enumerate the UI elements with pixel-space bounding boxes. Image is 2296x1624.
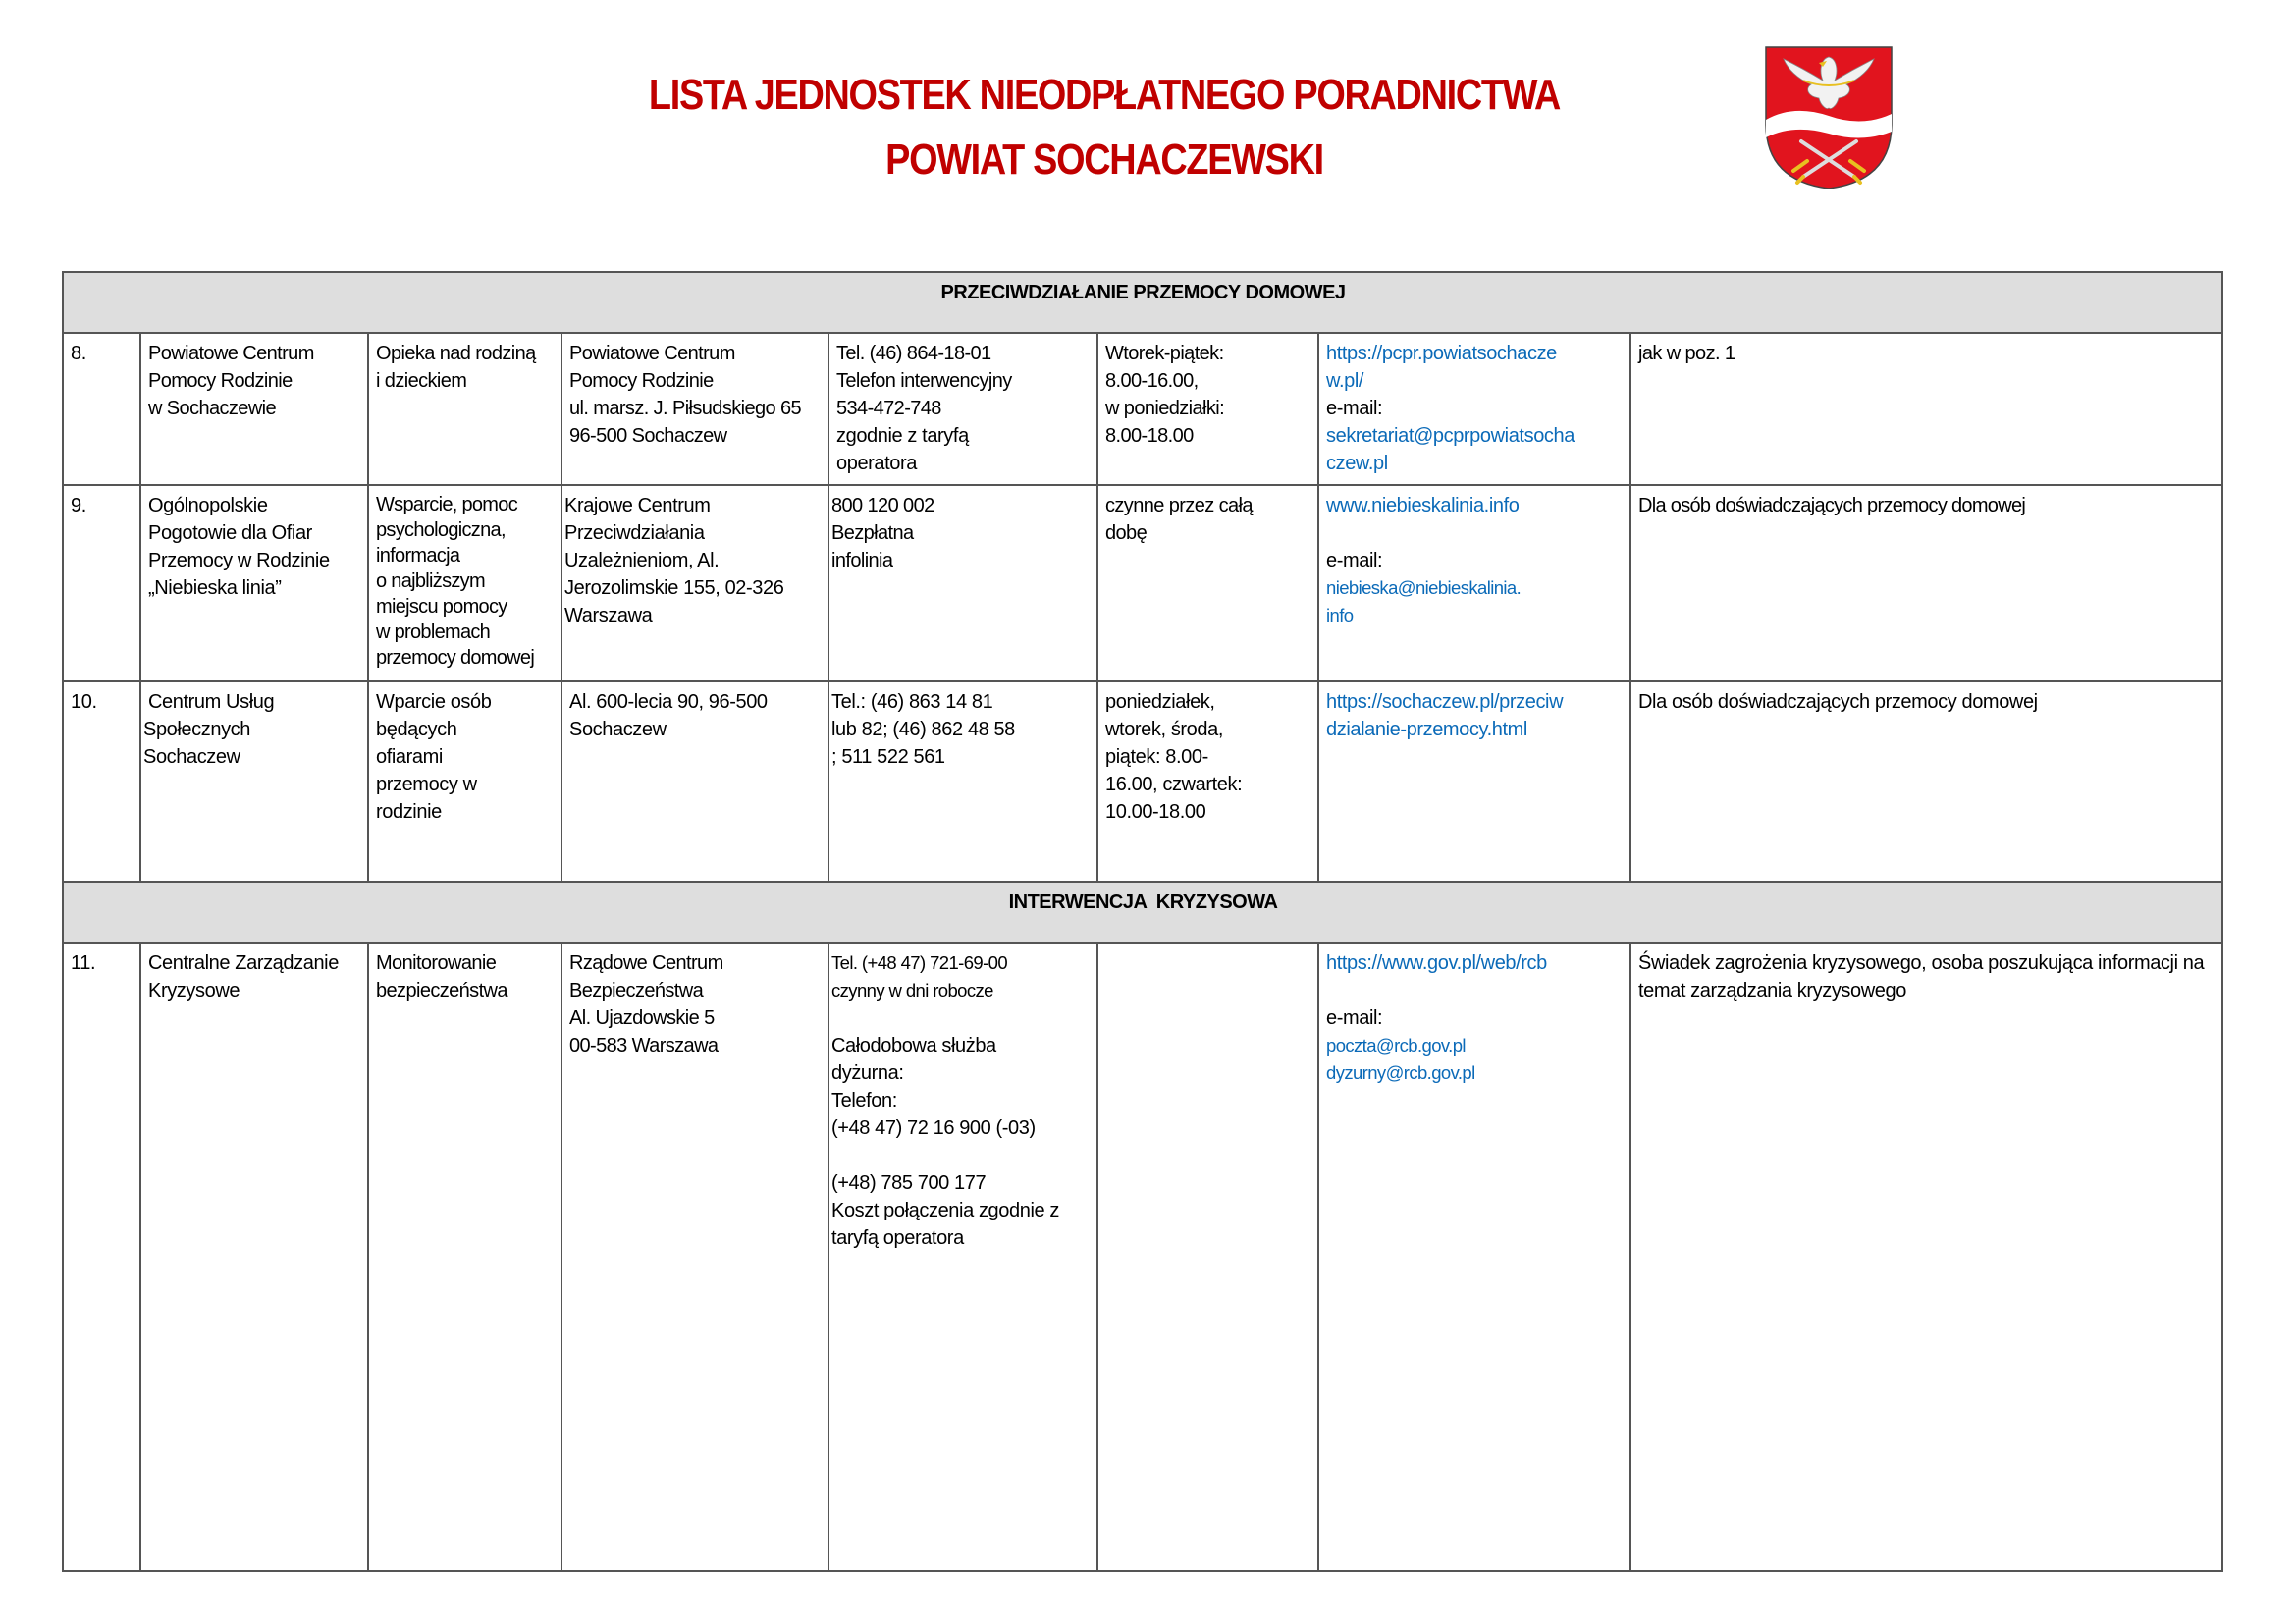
unit-address: Powiatowe Centrum Pomocy Rodzinie ul. marsz. J. Piłsudskiego 65 96-500 Sochaczew xyxy=(561,333,828,485)
unit-name: Centrum Usług Społecznych Sochaczew xyxy=(140,681,368,882)
unit-scope: Wparcie osób będących ofiarami przemocy w rodzinie xyxy=(368,681,561,882)
unit-notes: jak w poz. 1 xyxy=(1630,333,2222,485)
unit-name: Centralne Zarządzanie Kryzysowe xyxy=(140,943,368,1571)
table-row xyxy=(63,333,2222,485)
table-row xyxy=(63,681,2222,882)
row-number: 9. xyxy=(63,485,140,681)
table-row xyxy=(63,943,2222,1571)
unit-phone: Tel. (46) 864-18-01 Telefon interwencyjny 534-472-748 zgodnie z taryfą operatora xyxy=(828,333,1097,485)
unit-notes: Świadek zagrożenia kryzysowego, osoba poszukująca informacji na temat zarządzania kryzysowego xyxy=(1630,943,2222,1571)
section-title: INTERWENCJA KRYZYSOWA xyxy=(63,882,2222,943)
unit-contact-web: https://pcpr.powiatsochacze w.pl/ e-mail: sekretariat@pcprpowiatsocha czew.pl xyxy=(1318,333,1630,485)
row-number: 8. xyxy=(63,333,140,485)
unit-contact-web: www.niebieskalinia.info e-mail: niebieska@niebieskalinia. info xyxy=(1318,485,1630,681)
table-row xyxy=(63,485,2222,681)
unit-name: Ogólnopolskie Pogotowie dla Ofiar Przemocy w Rodzinie „Niebieska linia” xyxy=(140,485,368,681)
email-link[interactable]: niebieska@niebieskalinia. xyxy=(1326,577,1522,598)
unit-name: Powiatowe Centrum Pomocy Rodzinie w Sochaczewie xyxy=(140,333,368,485)
document-title: LISTA JEDNOSTEK NIEODPŁATNEGO PORADNICTWA xyxy=(648,71,1561,119)
unit-address: Rządowe Centrum Bezpieczeństwa Al. Ujazdowskie 5 00-583 Warszawa xyxy=(561,943,828,1571)
website-link[interactable]: https://sochaczew.pl/przeciw xyxy=(1326,691,1564,713)
row-number: 10. xyxy=(63,681,140,882)
row-number: 11. xyxy=(63,943,140,1571)
website-link[interactable]: www.niebieskalinia.info xyxy=(1326,495,1520,516)
unit-hours xyxy=(1097,943,1318,1571)
email-link-cont[interactable]: czew.pl xyxy=(1326,453,1388,474)
section-header-row xyxy=(63,272,2222,333)
email-link-2[interactable]: dyzurny@rcb.gov.pl xyxy=(1326,1062,1475,1083)
unit-notes: Dla osób doświadczających przemocy domowej xyxy=(1630,485,2222,681)
unit-address: Krajowe Centrum Przeciwdziałania Uzależnieniom, Al. Jerozolimskie 155, 02-326 Warszawa xyxy=(561,485,828,681)
unit-contact-web xyxy=(1318,681,1630,882)
section-header-row xyxy=(63,882,2222,943)
unit-address: Al. 600-lecia 90, 96-500 Sochaczew xyxy=(561,681,828,882)
document-subtitle: POWIAT SOCHACZEWSKI xyxy=(885,135,1323,184)
unit-hours: poniedziałek, wtorek, środa, piątek: 8.00- 16.00, czwartek: 10.00-18.00 xyxy=(1097,681,1318,882)
email-link-cont[interactable]: info xyxy=(1326,605,1354,625)
unit-contact-web: https://www.gov.pl/web/rcb e-mail: poczta@rcb.gov.pl dyzurny@rcb.gov.pl xyxy=(1318,943,1630,1571)
unit-phone: 800 120 002 Bezpłatna infolinia xyxy=(828,485,1097,681)
unit-scope: Opieka nad rodziną i dzieckiem xyxy=(368,333,561,485)
unit-hours: Wtorek-piątek: 8.00-16.00, w poniedziałki: 8.00-18.00 xyxy=(1097,333,1318,485)
email-link[interactable]: sekretariat@pcprpowiatsocha xyxy=(1326,425,1575,447)
unit-phone: Tel. (+48 47) 721-69-00 czynny w dni robocze Całodobowa służba dyżurna: Telefon: (+48 47) 72 16 900 (-03) (+48) 785 700 177 Koszt połączenia zgodnie z taryfą operatora xyxy=(828,943,1097,1571)
website-link[interactable]: https://pcpr.powiatsochacze xyxy=(1326,343,1557,364)
website-link-cont[interactable]: dzialanie-przemocy.html xyxy=(1326,719,1527,740)
unit-phone: Tel.: (46) 863 14 81 lub 82; (46) 862 48 58 ; 511 522 561 xyxy=(828,681,1097,882)
section-title: PRZECIWDZIAŁANIE PRZEMOCY DOMOWEJ xyxy=(63,272,2222,333)
website-link-cont[interactable]: w.pl/ xyxy=(1326,370,1364,392)
unit-notes: Dla osób doświadczających przemocy domowej xyxy=(1630,681,2222,882)
email-link[interactable]: poczta@rcb.gov.pl xyxy=(1326,1035,1466,1056)
coat-of-arms-icon xyxy=(1764,45,1894,190)
advice-units-table xyxy=(62,271,2223,1572)
unit-hours: czynne przez całą dobę xyxy=(1097,485,1318,681)
unit-scope: Monitorowanie bezpieczeństwa xyxy=(368,943,561,1571)
website-link[interactable]: https://www.gov.pl/web/rcb xyxy=(1326,952,1547,974)
unit-scope: Wsparcie, pomoc psychologiczna, informacja o najbliższym miejscu pomocy w problemach przemocy domowej xyxy=(368,485,561,681)
